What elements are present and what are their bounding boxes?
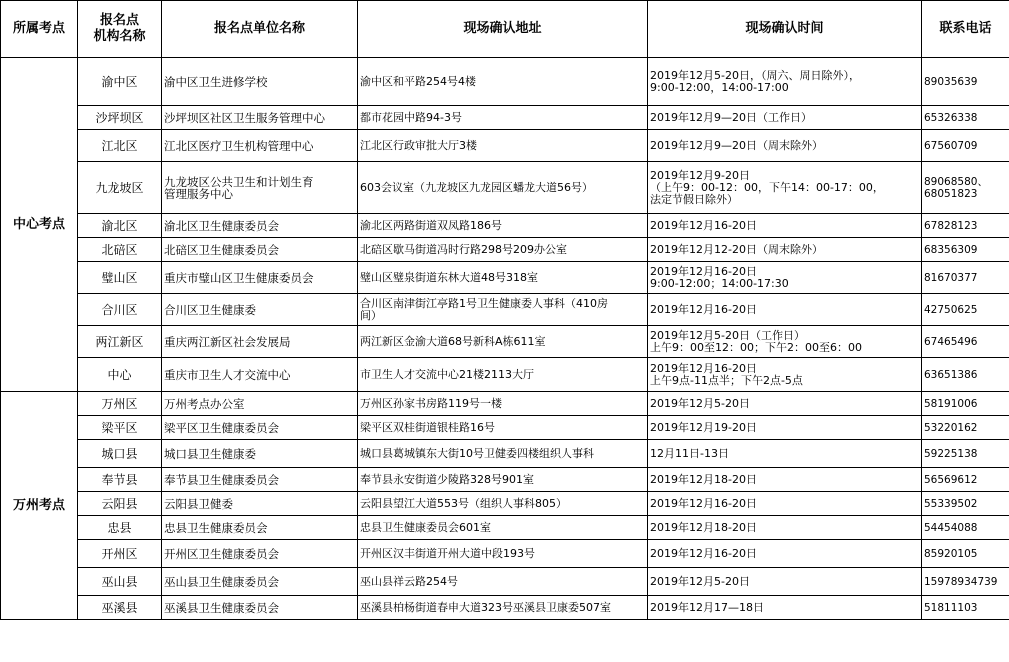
header-district-line1: 报名点 [99,13,139,28]
time-cell [648,516,922,540]
district-cell: 中心 [78,358,162,392]
phone-cell [922,262,1009,294]
region-cell: 中心考点 [1,58,78,392]
phone-cell-line: 89035639 [924,75,978,88]
org-cell [162,468,358,492]
time-cell [648,106,922,130]
address-cell [358,392,648,416]
org-cell [162,392,358,416]
address-cell-line: 北碚区歇马街道冯时行路298号209办公室 [360,242,567,256]
org-cell [162,58,358,106]
address-cell-line: 603会议室（九龙坡区九龙园区蟠龙大道56号） [360,180,593,194]
time-cell-line: 2019年12月5-20日 [650,396,750,410]
phone-cell-line: 65326338 [924,111,978,124]
phone-cell-line: 59225138 [924,447,978,460]
address-cell [358,326,648,358]
table-body [1,58,1009,620]
time-cell [648,238,922,262]
time-cell-line: 2019年12月16-20日 [650,264,757,278]
table-row [1,326,1009,358]
time-cell [648,468,922,492]
phone-cell-line: 63651386 [924,368,978,381]
phone-cell [922,162,1009,214]
header-district [78,1,162,58]
address-cell [358,516,648,540]
header-address: 现场确认地址 [358,1,648,58]
district-cell: 云阳县 [78,492,162,516]
district-cell: 开州区 [78,540,162,568]
district-cell: 合川区 [78,294,162,326]
header-org: 报名点单位名称 [162,1,358,58]
phone-cell [922,392,1009,416]
table-row [1,162,1009,214]
table-row [1,294,1009,326]
phone-cell-line: 85920105 [924,547,978,560]
table-row [1,262,1009,294]
org-cell-line: 沙坪坝区社区卫生服务管理中心 [164,110,325,125]
time-cell [648,492,922,516]
address-cell [358,440,648,468]
phone-cell-line: 58191006 [924,397,978,410]
address-cell [358,130,648,162]
district-cell: 璧山区 [78,262,162,294]
district-cell: 渝北区 [78,214,162,238]
table-row [1,392,1009,416]
org-cell-line: 云阳县卫健委 [164,496,233,511]
table-header-row [1,1,1009,58]
time-cell [648,440,922,468]
table-row [1,130,1009,162]
phone-cell-line: 54454088 [924,521,978,534]
org-cell-line: 城口县卫生健康委 [164,446,256,461]
phone-cell [922,596,1009,620]
address-cell [358,262,648,294]
org-cell [162,596,358,620]
phone-cell [922,358,1009,392]
time-cell [648,294,922,326]
time-cell-line: 2019年12月9—20日（周末除外） [650,138,823,152]
address-cell [358,294,648,326]
phone-cell [922,440,1009,468]
time-cell-line: 2019年12月12-20日（周末除外） [650,242,823,256]
address-cell-line: 奉节县永安街道少陵路328号901室 [360,472,534,486]
time-cell [648,162,922,214]
district-cell: 渝中区 [78,58,162,106]
phone-cell [922,294,1009,326]
district-cell: 两江新区 [78,326,162,358]
table-row [1,540,1009,568]
address-cell-line: 间） [360,308,382,322]
table-row [1,358,1009,392]
table-row [1,106,1009,130]
org-cell-line: 管理服务中心 [164,186,233,201]
org-cell-line: 渝北区卫生健康委员会 [164,218,279,233]
phone-cell-line: 42750625 [924,303,978,316]
phone-cell [922,326,1009,358]
table-row [1,516,1009,540]
phone-cell [922,540,1009,568]
address-cell [358,238,648,262]
table-row [1,238,1009,262]
address-cell [358,162,648,214]
time-cell [648,326,922,358]
time-cell-line: 上午9：00至12：00；下午2：00至6：00 [650,340,862,354]
phone-cell [922,568,1009,596]
org-cell [162,106,358,130]
time-cell-line: 上午9点-11点半；下午2点-5点 [650,373,803,387]
district-cell: 城口县 [78,440,162,468]
org-cell [162,238,358,262]
org-cell-line: 渝中区卫生进修学校 [164,74,268,89]
org-cell [162,294,358,326]
org-cell-line: 江北区医疗卫生机构管理中心 [164,138,314,153]
org-cell-line: 合川区卫生健康委 [164,302,256,317]
address-cell [358,214,648,238]
district-cell: 九龙坡区 [78,162,162,214]
org-cell-line: 重庆市璧山区卫生健康委员会 [164,270,314,285]
time-cell-line: 2019年12月5-20日（工作日） [650,328,805,342]
address-cell-line: 合川区南津街江亭路1号卫生健康委人事科（410房 [360,296,608,310]
header-time: 现场确认时间 [648,1,922,58]
phone-cell-line: 55339502 [924,497,978,510]
address-cell [358,416,648,440]
address-cell-line: 江北区行政审批大厅3楼 [360,138,477,152]
phone-cell-line: 56569612 [924,473,978,486]
address-cell-line: 梁平区双桂街道银桂路16号 [360,420,495,434]
phone-cell [922,58,1009,106]
address-cell-line: 城口县葛城镇东大街10号卫健委四楼组织人事科 [360,446,594,460]
table-row [1,596,1009,620]
time-cell-line: 2019年12月16-20日 [650,496,757,510]
table-row [1,492,1009,516]
header-region: 所属考点 [1,1,78,58]
region-cell: 万州考点 [1,392,78,620]
time-cell-line: 2019年12月5-20日 [650,574,750,588]
time-cell [648,130,922,162]
phone-cell-line: 68356309 [924,243,978,256]
org-cell-line: 忠县卫生健康委员会 [164,520,268,535]
time-cell [648,596,922,620]
address-cell-line: 渝中区和平路254号4楼 [360,74,476,88]
org-cell-line: 重庆两江新区社会发展局 [164,334,291,349]
address-cell-line: 渝北区两路街道双凤路186号 [360,218,502,232]
org-cell [162,568,358,596]
time-cell-line: 2019年12月17—18日 [650,600,764,614]
org-cell-line: 北碚区卫生健康委员会 [164,242,279,257]
time-cell-line: 2019年12月9-20日 [650,168,750,182]
address-cell [358,492,648,516]
org-cell-line: 巫溪县卫生健康委员会 [164,600,279,615]
address-cell-line: 市卫生人才交流中心21楼2113大厅 [360,367,534,381]
table-row [1,440,1009,468]
district-cell: 江北区 [78,130,162,162]
district-cell: 万州区 [78,392,162,416]
org-cell-line: 九龙坡区公共卫生和计划生育 [164,174,314,189]
org-cell [162,416,358,440]
address-cell [358,58,648,106]
address-cell-line: 璧山区璧泉街道东林大道48号318室 [360,270,538,284]
address-cell-line: 万州区孙家书房路119号一楼 [360,396,502,410]
time-cell-line: 2019年12月9—20日（工作日） [650,110,812,124]
phone-cell-line: 68051823 [924,187,978,200]
phone-cell [922,130,1009,162]
phone-cell [922,214,1009,238]
address-cell-line: 巫溪县柏杨街道春申大道323号巫溪县卫康委507室 [360,600,611,614]
org-cell-line: 奉节县卫生健康委员会 [164,472,279,487]
phone-cell-line: 81670377 [924,271,978,284]
time-cell-line: 2019年12月18-20日 [650,472,757,486]
time-cell [648,568,922,596]
address-cell [358,540,648,568]
org-cell [162,262,358,294]
table-row [1,58,1009,106]
district-cell: 巫溪县 [78,596,162,620]
district-cell: 奉节县 [78,468,162,492]
time-cell-line: 2019年12月19-20日 [650,420,757,434]
table-row [1,416,1009,440]
org-cell [162,358,358,392]
address-cell [358,106,648,130]
table-row [1,468,1009,492]
org-cell [162,214,358,238]
time-cell-line: 9:00-12:00；14:00-17:30 [650,276,789,290]
time-cell-line: 9:00-12:00，14:00-17:00 [650,80,789,94]
phone-cell [922,468,1009,492]
phone-cell [922,416,1009,440]
time-cell-line: 2019年12月16-20日 [650,218,757,232]
org-cell [162,130,358,162]
header-phone: 联系电话 [922,1,1009,58]
time-cell-line: 2019年12月16-20日 [650,361,757,375]
time-cell [648,392,922,416]
time-cell-line: 2019年12月18-20日 [650,520,757,534]
address-cell [358,358,648,392]
org-cell [162,516,358,540]
time-cell [648,262,922,294]
phone-cell [922,106,1009,130]
district-cell: 梁平区 [78,416,162,440]
address-cell-line: 开州区汉丰街道开州大道中段193号 [360,546,535,560]
phone-cell-line: 67560709 [924,139,978,152]
time-cell-line: 2019年12月16-20日 [650,302,757,316]
phone-cell [922,516,1009,540]
org-cell-line: 重庆市卫生人才交流中心 [164,367,291,382]
phone-cell [922,238,1009,262]
address-cell-line: 都市花园中路94-3号 [360,110,462,124]
phone-cell-line: 51811103 [924,601,978,614]
time-cell [648,58,922,106]
org-cell-line: 梁平区卫生健康委员会 [164,420,279,435]
time-cell-line: （上午9：00-12：00，下午14：00-17：00， [650,180,884,194]
org-cell-line: 巫山县卫生健康委员会 [164,574,279,589]
phone-cell-line: 53220162 [924,421,978,434]
district-cell: 忠县 [78,516,162,540]
org-cell [162,326,358,358]
address-cell-line: 忠县卫生健康委员会601室 [360,520,491,534]
address-cell-line: 两江新区金渝大道68号新科A栋611室 [360,334,546,348]
district-cell: 巫山县 [78,568,162,596]
org-cell [162,492,358,516]
time-cell-line: 2019年12月16-20日 [650,546,757,560]
org-cell [162,162,358,214]
address-cell-line: 巫山县祥云路254号 [360,574,458,588]
phone-cell [922,492,1009,516]
time-cell [648,214,922,238]
phone-cell-line: 67828123 [924,219,978,232]
org-cell-line: 万州考点办公室 [164,396,245,411]
time-cell [648,540,922,568]
district-cell: 北碚区 [78,238,162,262]
phone-cell-line: 15978934739 [924,575,998,588]
time-cell [648,358,922,392]
address-cell-line: 云阳县望江大道553号（组织人事科805） [360,496,567,510]
table-row [1,568,1009,596]
address-cell [358,468,648,492]
phone-cell-line: 89068580、 [924,175,988,188]
org-cell [162,440,358,468]
header-district-line2: 机构名称 [93,29,146,44]
district-cell: 沙坪坝区 [78,106,162,130]
org-cell [162,540,358,568]
time-cell-line: 12月11日-13日 [650,446,729,460]
org-cell-line: 开州区卫生健康委员会 [164,546,279,561]
table-row [1,214,1009,238]
time-cell-line: 法定节假日除外） [650,192,738,206]
time-cell-line: 2019年12月5-20日，（周六、周日除外）， [650,68,860,82]
time-cell [648,416,922,440]
address-cell [358,568,648,596]
address-cell [358,596,648,620]
phone-cell-line: 67465496 [924,335,978,348]
